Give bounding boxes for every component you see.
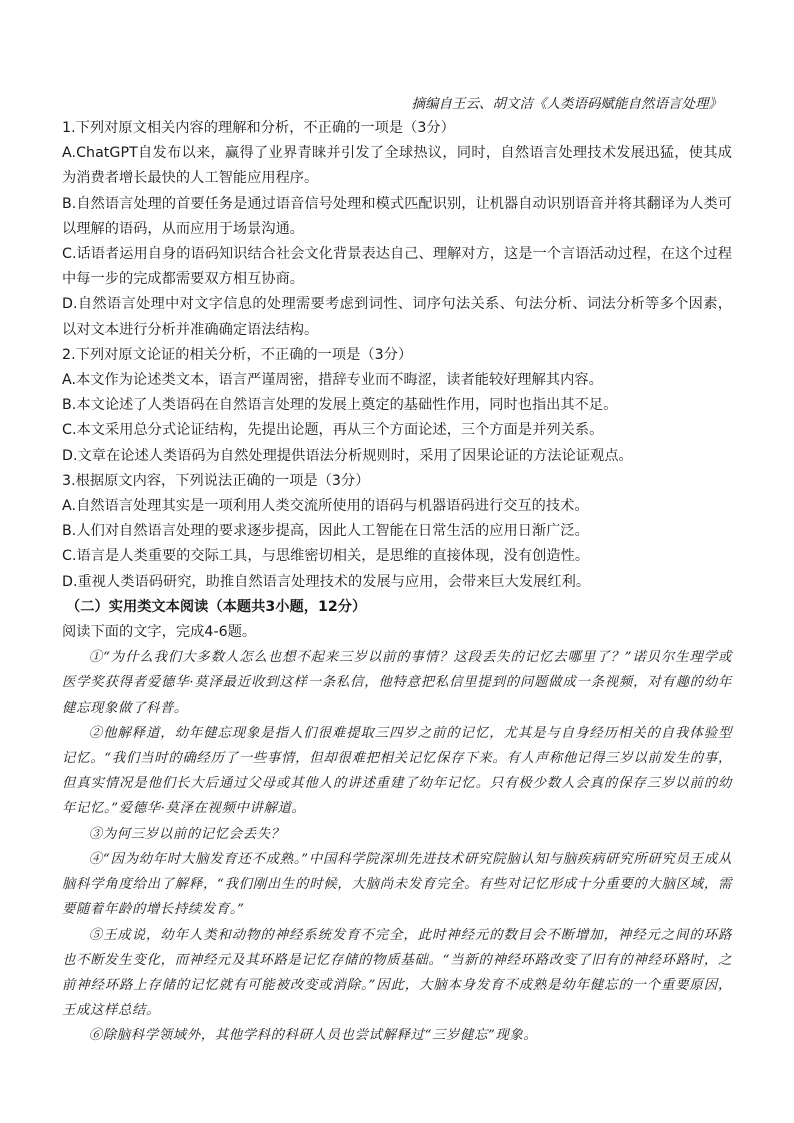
question-1-option-c: C.话语者运用自身的语码知识结合社会文化背景表达自己、理解对方，这是一个言语活动过程，在这个过程中每一步的完成都需要双方相互协商。 (62, 246, 732, 288)
question-3-option-a: A.自然语言处理其实是一项利用人类交流所使用的语码与机器语码进行交互的技术。 (62, 498, 589, 515)
question-3-stem: 3.根据原文内容，下列说法正确的一项是（3分） (62, 472, 370, 489)
passage-paragraph-4: ④“因为幼年时大脑发育还不成熟。”中国科学院深圳先进技术研究院脑认知与脑疾病研究所研究员王成从脑科学角度给出了解释，“我们刚出生的时候，大脑尚未发育完全。有些对记忆形成十分重要的大脑区域，需要随着年龄的增长持续发育。” (62, 851, 732, 918)
passage-paragraph-2: ②他解释道，幼年健忘现象是指人们很难提取三四岁之前的记忆，尤其是与自身经历相关的自我体验型记忆。“我们当时的确经历了一些事情，但却很难把相关记忆保存下来。有人声称他记得三岁以前发生的事，但真实情况是他们长大后通过父母或其他人的讲述重建了幼年记忆。只有极少数人会真的保存三岁以前的幼年记忆。”爱德华·莫泽在视频中讲解道。 (62, 725, 732, 817)
question-2-option-c: C.本文采用总分式论证结构，先提出论题，再从三个方面论述，三个方面是并列关系。 (62, 422, 604, 439)
question-1-stem: 1.下列对原文相关内容的理解和分析，不正确的一项是（3分） (62, 120, 455, 136)
passage-paragraph-1: ①“为什么我们大多数人怎么也想不起来三岁以前的事情？这段丢失的记忆去哪里了？”诺贝尔生理学或医学奖获得者爱德华·莫泽最近收到这样一条私信，他特意把私信里提到的问题做成一条视频，对有趣的幼年健忘现象做了科普。 (62, 650, 732, 716)
question-1-option-a: A.ChatGPT自发布以来，赢得了业界青睐并引发了全球热议，同时，自然语言处理技术发展迅猛，使其成为消费者增长最快的人工智能应用程序。 (62, 145, 732, 187)
section-instruction: 阅读下面的文字，完成4-6题。 (62, 624, 257, 641)
question-1-option-b: B.自然语言处理的首要任务是通过语音信号处理和模式匹配识别，让机器自动识别语音并将其翻译为人类可以理解的语码，从而应用于场景沟通。 (62, 195, 732, 237)
question-3-option-d: D.重视人类语码研究，助推自然语言处理技术的发展与应用，会带来巨大发展红利。 (62, 573, 591, 590)
question-2-option-b: B.本文论述了人类语码在自然语言处理的发展上奠定的基础性作用，同时也指出其不足。 (62, 397, 618, 414)
question-3-option-c: C.语言是人类重要的交际工具，与思维密切相关，是思维的直接体现，没有创造性。 (62, 548, 590, 565)
question-3-option-b: B.人们对自然语言处理的要求逐步提高，因此人工智能在日常生活的应用日渐广泛。 (62, 523, 589, 540)
source-citation: 摘编自王云、胡文洁《人类语码赋能自然语言处理》 (411, 96, 722, 112)
question-2-option-d: D.文章在论述人类语码为自然处理提供语法分析规则时，采用了因果论证的方法论证观点。 (62, 447, 633, 464)
document-body (62, 116, 732, 1049)
passage-paragraph-6: ⑥除脑科学领域外，其他学科的科研人员也尝试解释过“三岁健忘”现象。 (88, 1028, 538, 1044)
question-1-option-d: D.自然语言处理中对文字信息的处理需要考虑到词性、词序句法关系、句法分析、词法分析等多个因素，以对文本进行分析并准确确定语法结构。 (62, 296, 732, 338)
question-2-stem: 2.下列对原文论证的相关分析，不正确的一项是（3分） (62, 346, 413, 363)
section-heading: （二）实用类文本阅读（本题共3小题，12分） (66, 598, 367, 615)
passage-paragraph-3: ③为何三岁以前的记忆会丢失？ (88, 826, 285, 842)
question-2-option-a: A.本文作为论述类文本，语言严谨周密，措辞专业而不晦涩，读者能较好理解其内容。 (62, 372, 603, 389)
passage-paragraph-5: ⑤王成说，幼年人类和动物的神经系统发育不完全，此时神经元的数目会不断增加，神经元之间的环路也不断发生变化，而神经元及其环路是记忆存储的物质基础。“当新的神经环路改变了旧有的神经环路时，之前神经环路上存储的记忆就有可能被改变或消除。”因此，大脑本身发育不成熟是幼年健忘的一个重要原因，王成这样总结。 (62, 927, 732, 1019)
